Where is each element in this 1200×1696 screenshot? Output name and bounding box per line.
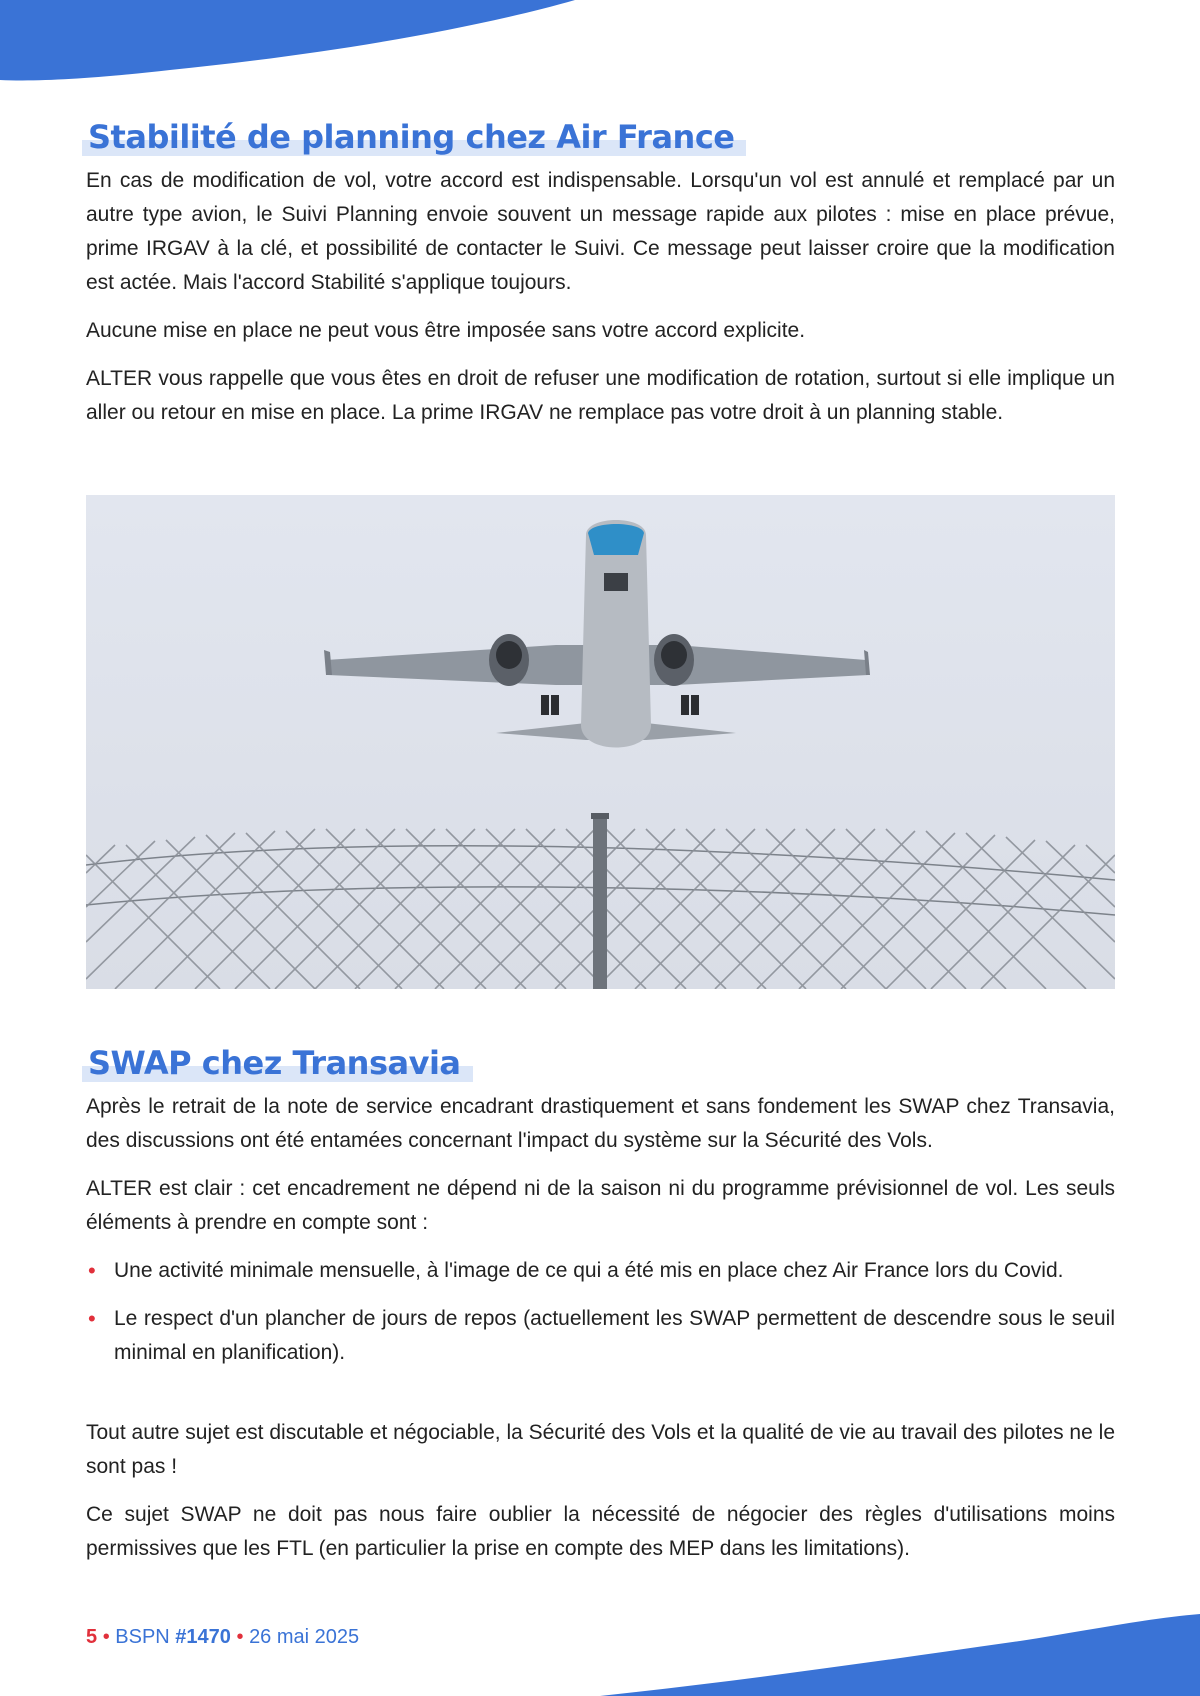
airplane-illustration: [86, 495, 1115, 989]
bottom-wave-decoration: [600, 1606, 1200, 1696]
publication-name: BSPN: [115, 1626, 170, 1648]
paragraph: Après le retrait de la note de service encadrant drastiquement et sans fondement les SWAP chez Transavia, des discussions ont été entamées concernant l'impact du système sur la Sécurité des Vols.: [86, 1095, 1115, 1152]
paragraph: Ce sujet SWAP ne doit pas nous faire oublier la nécessité de négocier des règles d'utilisations moins permissives que les FTL (en particulier la prise en compte des MEP dans les limitations).: [86, 1503, 1115, 1560]
section-title: Stabilité de planning chez Air France: [88, 118, 735, 156]
list-item-text: Une activité minimale mensuelle, à l'image de ce qui a été mis en place chez Air France lors du Covid.: [114, 1259, 1064, 1282]
top-wave-decoration: [0, 0, 600, 90]
footer-separator: •: [236, 1626, 244, 1648]
page-number: 5: [86, 1626, 98, 1648]
airplane-photo: [86, 495, 1115, 989]
paragraph: Tout autre sujet est discutable et négociable, la Sécurité des Vols et la qualité de vie au travail des pilotes ne le sont pas !: [86, 1421, 1115, 1478]
heading-wrapper: [86, 1044, 463, 1082]
paragraph: ALTER vous rappelle que vous êtes en droit de refuser une modification de rotation, surtout si elle implique un aller ou retour en mise en place. La prime IRGAV ne remplace pas votre droit à un planning stable.: [86, 367, 1115, 424]
heading-wrapper: [86, 118, 736, 156]
bullet-icon: •: [88, 1258, 96, 1283]
paragraph: Aucune mise en place ne peut vous être imposée sans votre accord explicite.: [86, 319, 806, 342]
section-swap-transavia: [86, 1044, 1115, 1580]
bullet-list: [86, 1254, 1115, 1370]
issue-date: 26 mai 2025: [249, 1626, 360, 1648]
page-footer: [86, 1626, 359, 1649]
section-planning-stability: [86, 118, 1115, 444]
paragraph: En cas de modification de vol, votre accord est indispensable. Lorsqu'un vol est annulé et remplacé par un autre type avion, le Suivi Planning envoie souvent un message rapide aux pilotes : mise en place prévue, prime IRGAV à la clé, et possibilité de contacter le Suivi. Ce message peut laisser croire que la modification est actée. Mais l'accord Stabilité s'applique toujours.: [86, 169, 1115, 294]
issue-number: #1470: [175, 1626, 231, 1648]
paragraph: ALTER est clair : cet encadrement ne dépend ni de la saison ni du programme prévisionnel de vol. Les seuls éléments à prendre en compte sont :: [86, 1177, 1115, 1234]
footer-separator: •: [102, 1626, 110, 1648]
list-item: [86, 1254, 1115, 1288]
list-item-text: Le respect d'un plancher de jours de repos (actuellement les SWAP permettent de descendre sous le seuil minimal en planification).: [114, 1307, 1115, 1364]
list-item: [86, 1302, 1115, 1370]
bullet-icon: •: [88, 1306, 96, 1331]
section-title: SWAP chez Transavia: [88, 1044, 461, 1082]
